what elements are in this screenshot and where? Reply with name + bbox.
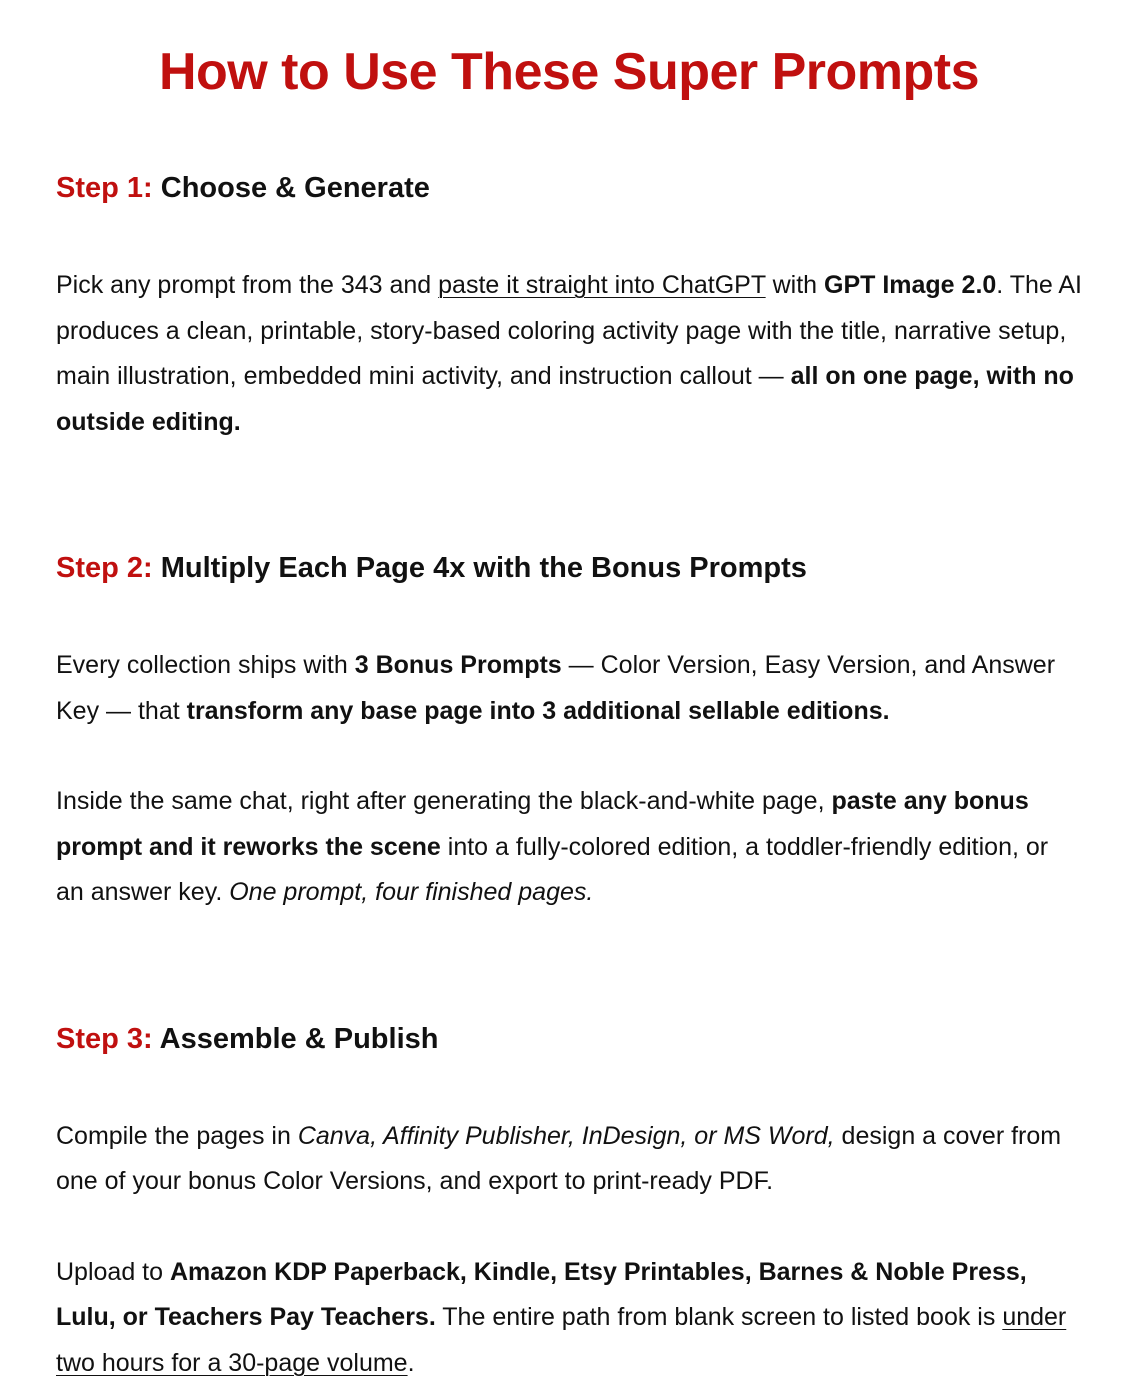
- page-title: How to Use These Super Prompts: [158, 43, 980, 101]
- underlined-link-paste-chatgpt: paste it straight into ChatGPT: [438, 271, 766, 299]
- step-3-paragraph-1: [56, 1114, 1082, 1205]
- text-run: design a cover from one of your bonus Color Versions, and export to print-ready PDF.: [56, 1121, 1062, 1195]
- step-3-paragraph-2: [56, 1250, 1082, 1387]
- step-2-title: Multiply Each Page 4x with the Bonus Prompts: [152, 552, 807, 584]
- bold-text: Amazon KDP Paperback, Kindle, Etsy Printables, Barnes & Noble Press, Lulu, or Teachers Pay Teachers.: [56, 1257, 1027, 1331]
- italic-text: Canva, Affinity Publisher, InDesign, or MS Word,: [297, 1121, 835, 1150]
- text-run: Inside the same chat, right after generating the black-and-white page,: [56, 787, 832, 815]
- text-run: with: [765, 271, 824, 299]
- text-run: The entire path from blank screen to listed book is: [435, 1303, 1003, 1331]
- step-1-paragraph: [56, 263, 1082, 445]
- step-1-heading: [56, 168, 1082, 208]
- text-run: Compile the pages in: [56, 1121, 298, 1150]
- text-run: Every collection ships with: [56, 651, 355, 679]
- step-3-heading: [56, 1019, 1082, 1059]
- text-run: .: [407, 1348, 415, 1377]
- step-2-label: Step 2:: [56, 552, 153, 584]
- step-1-title: Choose & Generate: [152, 172, 430, 204]
- step-3-label: Step 3:: [56, 1022, 153, 1055]
- step-1-label: Step 1:: [56, 172, 153, 204]
- text-run: Pick any prompt from the 343 and: [56, 271, 439, 299]
- text-run: Upload to: [56, 1257, 170, 1286]
- bold-text: all on one page, with no outside editing.: [56, 362, 1074, 436]
- step-2-paragraph-1: [56, 643, 1082, 734]
- step-3-title: Assemble & Publish: [152, 1022, 439, 1055]
- text-run: . The AI produces a clean, printable, story-based coloring activity page with the title, narrative setup, main illustration, embedded mini activity, and instruction callout —: [56, 271, 1083, 390]
- text-run: — Color Version, Easy Version, and Answer Key — that: [56, 651, 1056, 725]
- step-2-paragraph-2: [56, 779, 1082, 916]
- bold-text: GPT Image 2.0: [824, 271, 997, 299]
- bold-text: 3 Bonus Prompts: [354, 651, 562, 679]
- bold-text: paste any bonus prompt and it reworks the scene: [56, 787, 1029, 861]
- italic-text: One prompt, four finished pages.: [229, 878, 594, 906]
- text-run: into a fully-colored edition, a toddler-friendly edition, or an answer key.: [56, 832, 1049, 906]
- bold-text: transform any base page into 3 additional sellable editions.: [186, 696, 890, 725]
- underlined-link-two-hours: under two hours for a 30-page volume: [56, 1303, 1067, 1377]
- step-2-heading: [56, 548, 1082, 588]
